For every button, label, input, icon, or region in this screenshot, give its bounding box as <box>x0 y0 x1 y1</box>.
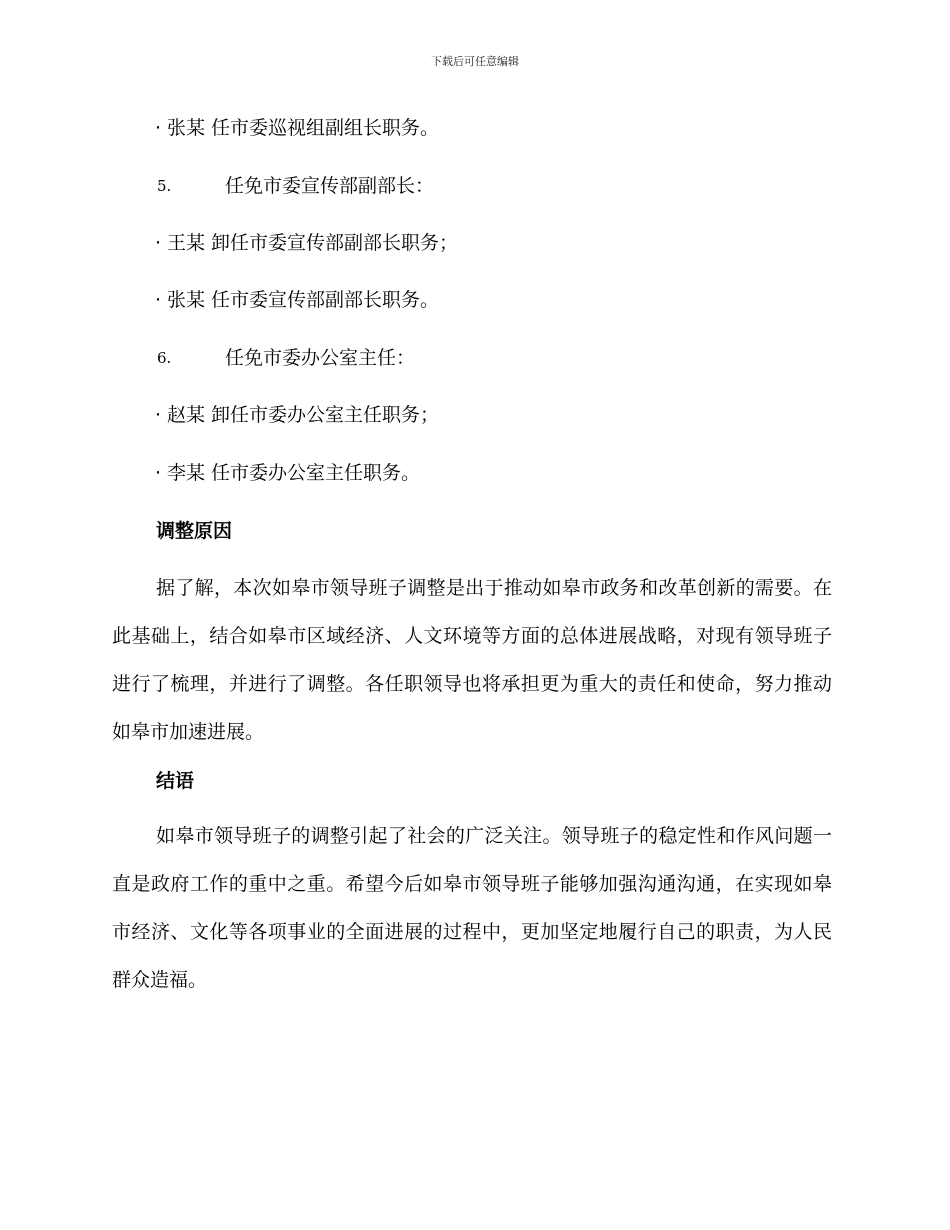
appointment-text: 赵某 卸任市委办公室主任职务； <box>167 404 440 426</box>
page-header: 下载后可任意编辑 <box>431 55 519 68</box>
appointment-text: 张某 任市委宣传部副部长职务。 <box>167 289 440 311</box>
appointment-item-3 <box>155 288 439 312</box>
list-item-6-title: 任免市委办公室主任： <box>225 347 416 369</box>
appointment-item-4 <box>155 403 439 427</box>
list-number-5: 5. <box>157 177 172 195</box>
appointment-item-5 <box>155 461 420 485</box>
list-number-6: 6. <box>157 349 172 367</box>
section-paragraph-reason: 据了解，本次如皋市领导班子调整是出于推动如皋市政务和改革创新的需要。在此基础上，结合如皋市区域经济、人文环境等方面的总体进展战略，对现有领导班子进行了梳理，并进行了调整。各任职领导也将承担更为重大的责任和使命，努力推动如皋市加速进展。 <box>112 577 832 743</box>
appointment-text: 张某 任市委巡视组副组长职务。 <box>167 117 440 139</box>
appointment-item-2 <box>155 231 458 255</box>
bullet-symbol: · <box>155 289 162 311</box>
bullet-symbol: · <box>155 404 162 426</box>
appointment-text: 王某 卸任市委宣传部副部长职务； <box>167 232 459 254</box>
section-heading-conclusion: 结语 <box>156 770 195 792</box>
bullet-symbol: · <box>155 462 162 484</box>
appointment-text: 李某 任市委办公室主任职务。 <box>167 462 421 484</box>
section-paragraph-conclusion: 如皋市领导班子的调整引起了社会的广泛关注。领导班子的稳定性和作风问题一直是政府工作的重中之重。希望今后如皋市领导班子能够加强沟通沟通，在实现如皋市经济、文化等各项事业的全面进展的过程中，更加坚定地履行自己的职责，为人民群众造福。 <box>112 825 832 991</box>
appointment-item-1 <box>155 116 439 140</box>
bullet-symbol: · <box>155 117 162 139</box>
bullet-symbol: · <box>155 232 162 254</box>
list-item-5-title: 任免市委宣传部副部长： <box>225 175 435 197</box>
section-heading-reason: 调整原因 <box>156 520 233 542</box>
